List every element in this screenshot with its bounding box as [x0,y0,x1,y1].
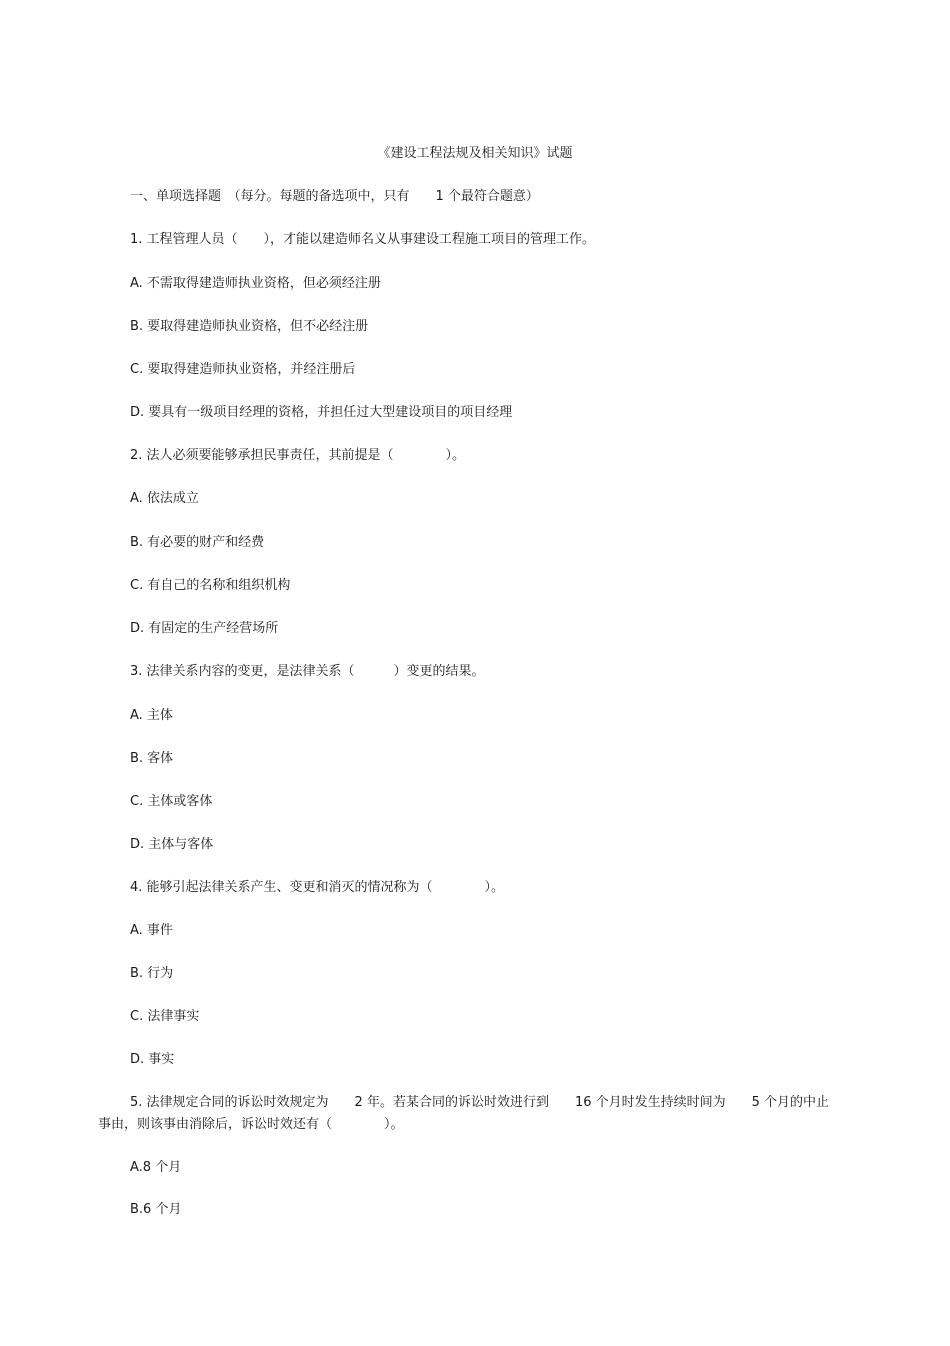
question-5-stem: 5. 法律规定合同的诉讼时效规定为 2 年。若某合同的诉讼时效进行到 16 个月时发生持续时间为 5 个月的中止事由，则该事由消除后，诉讼时效还有（ ）。 [98,1095,830,1132]
question-2-option-b: B. 有必要的财产和经费 [130,535,265,550]
question-1-option-c: C. 要取得建造师执业资格，并经注册后 [130,362,356,377]
question-5-option-a: A.8 个月 [130,1160,182,1175]
question-3-stem: 3. 法律关系内容的变更，是法律关系（ ）变更的结果。 [130,664,485,679]
question-2-stem: 2. 法人必须要能够承担民事责任，其前提是（ ）。 [130,448,466,463]
question-2-option-a: A. 依法成立 [130,491,199,506]
question-3-option-b: B. 客体 [130,751,174,766]
question-3-option-c: C. 主体或客体 [130,794,213,809]
question-1-stem: 1. 工程管理人员（ ），才能以建造师名义从事建设工程施工项目的管理工作。 [130,232,596,247]
question-3-option-a: A. 主体 [130,708,173,723]
question-2-option-d: D. 有固定的生产经营场所 [130,621,279,636]
question-4-option-c: C. 法律事实 [130,1009,200,1024]
question-4-option-d: D. 事实 [130,1052,175,1067]
question-1-option-a: A. 不需取得建造师执业资格，但必须经注册 [130,276,381,291]
question-5-option-b: B.6 个月 [130,1202,182,1217]
question-1-option-b: B. 要取得建造师执业资格，但不必经注册 [130,319,369,334]
question-4-option-b: B. 行为 [130,966,174,981]
question-1-option-d: D. 要具有一级项目经理的资格，并担任过大型建设项目的项目经理 [130,405,513,420]
question-2-option-c: C. 有自己的名称和组织机构 [130,578,291,593]
question-3-option-d: D. 主体与客体 [130,837,214,852]
question-4-stem: 4. 能够引起法律关系产生、变更和消灭的情况称为（ ）。 [130,880,505,895]
page-title: 《建设工程法规及相关知识》试题 [377,146,573,161]
question-4-option-a: A. 事件 [130,923,173,938]
section-heading: 一、单项选择题 （每分。每题的备选项中，只有 1 个最符合题意） [130,189,539,204]
